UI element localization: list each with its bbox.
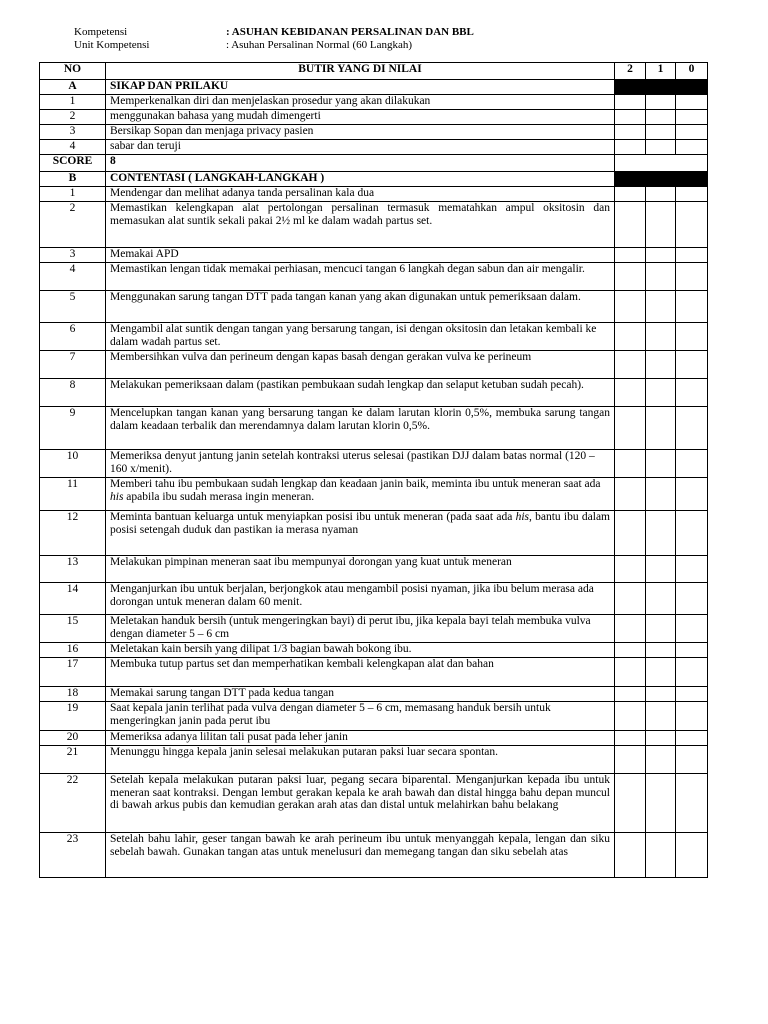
item-number: 5 (40, 291, 106, 323)
document-header (74, 26, 474, 52)
item-description-italic: his (110, 490, 124, 503)
score-checkbox-2[interactable] (615, 658, 646, 687)
score-checkbox-2[interactable] (615, 774, 646, 833)
score-checkbox-0[interactable] (676, 263, 708, 291)
score-checkbox-0[interactable] (676, 643, 708, 658)
score-checkbox-1[interactable] (646, 450, 676, 478)
score-checkbox-1[interactable] (646, 407, 676, 450)
table-row (40, 511, 708, 556)
score-checkbox-2[interactable] (615, 746, 646, 774)
score-checkbox-2[interactable] (615, 110, 646, 125)
score-checkbox-0[interactable] (676, 774, 708, 833)
table-row (40, 95, 708, 110)
score-label: SCORE (40, 155, 106, 172)
score-checkbox-2[interactable] (615, 556, 646, 583)
item-number: 19 (40, 702, 106, 731)
score-checkbox-0[interactable] (676, 323, 708, 351)
item-number: 17 (40, 658, 106, 687)
table-row (40, 833, 708, 878)
score-checkbox-2[interactable] (615, 511, 646, 556)
item-number: 10 (40, 450, 106, 478)
score-checkbox-2[interactable] (615, 379, 646, 407)
score-checkbox-0[interactable] (676, 615, 708, 643)
score-checkbox-2[interactable] (615, 407, 646, 450)
item-description: Memakai APD (106, 248, 615, 263)
table-row (40, 643, 708, 658)
score-checkbox-1[interactable] (646, 379, 676, 407)
item-number: 4 (40, 140, 106, 155)
item-description: Bersikap Sopan dan menjaga privacy pasien (106, 125, 615, 140)
section-a-shaded-cell (646, 80, 676, 95)
item-number: 11 (40, 478, 106, 511)
score-checkbox-1[interactable] (646, 140, 676, 155)
score-checkbox-2[interactable] (615, 615, 646, 643)
score-checkbox-0[interactable] (676, 202, 708, 248)
item-number: 13 (40, 556, 106, 583)
kompetensi-label: Kompetensi (74, 26, 128, 38)
table-row (40, 351, 708, 379)
table-row (40, 583, 708, 615)
assessment-table (39, 62, 708, 878)
section-a-row (40, 80, 708, 95)
score-checkbox-0[interactable] (676, 658, 708, 687)
item-description: Menganjurkan ibu untuk berjalan, berjongkok atau mengambil posisi nyaman, jika ibu belum merasa ada dorongan untuk meneran dalam 60 menit. (106, 583, 615, 615)
section-b-title: CONTENTASI ( LANGKAH-LANGKAH ) (106, 172, 615, 187)
item-number: 18 (40, 687, 106, 702)
item-description: Mengambil alat suntik dengan tangan yang bersarung tangan, isi dengan oksitosin dan letakan kembali ke dalam wadah partus set. (106, 323, 615, 351)
item-description: Menunggu hingga kepala janin selesai melakukan putaran paksi luar secara spontan. (106, 746, 615, 774)
item-number: 20 (40, 731, 106, 746)
item-description: Memastikan kelengkapan alat pertolongan persalinan termasuk mematahkan ampul oksitosin dan memasukan alat suntik sekali pakai 2½ ml ke dalam wadah partus set. (106, 202, 615, 248)
table-row (40, 248, 708, 263)
score-checkbox-0[interactable] (676, 291, 708, 323)
table-row (40, 379, 708, 407)
score-empty-cell (615, 155, 708, 172)
score-checkbox-0[interactable] (676, 125, 708, 140)
score-checkbox-0[interactable] (676, 511, 708, 556)
score-checkbox-1[interactable] (646, 125, 676, 140)
score-checkbox-2[interactable] (615, 95, 646, 110)
score-checkbox-0[interactable] (676, 379, 708, 407)
score-checkbox-1[interactable] (646, 702, 676, 731)
score-checkbox-1[interactable] (646, 556, 676, 583)
score-checkbox-2[interactable] (615, 263, 646, 291)
score-checkbox-1[interactable] (646, 248, 676, 263)
score-checkbox-2[interactable] (615, 643, 646, 658)
item-number: 22 (40, 774, 106, 833)
score-checkbox-2[interactable] (615, 291, 646, 323)
table-row (40, 731, 708, 746)
item-description: Saat kepala janin terlihat pada vulva dengan diameter 5 – 6 cm, memasang handuk bersih untuk mengeringkan janin pada perut ibu (106, 702, 615, 731)
section-b-shaded-cell (615, 172, 646, 187)
score-checkbox-0[interactable] (676, 556, 708, 583)
assessment-table-body (40, 63, 708, 878)
score-checkbox-0[interactable] (676, 833, 708, 878)
score-checkbox-0[interactable] (676, 407, 708, 450)
score-checkbox-2[interactable] (615, 687, 646, 702)
item-description-italic: his (515, 511, 529, 523)
score-checkbox-2[interactable] (615, 731, 646, 746)
table-row (40, 478, 708, 511)
item-description-part: , bantu ibu dalam posisi setengah duduk dan pastikan ia merasa nyaman (110, 511, 610, 536)
item-number: 16 (40, 643, 106, 658)
score-checkbox-0[interactable] (676, 478, 708, 511)
score-checkbox-2[interactable] (615, 140, 646, 155)
section-a-shaded-cell (615, 80, 646, 95)
score-checkbox-1[interactable] (646, 583, 676, 615)
table-row (40, 407, 708, 450)
score-checkbox-1[interactable] (646, 110, 676, 125)
table-row (40, 110, 708, 125)
item-description (106, 478, 615, 511)
section-b-shaded-cell (676, 172, 708, 187)
item-description: Mencelupkan tangan kanan yang bersarung tangan ke dalam larutan klorin 0,5%, membuka sarung tangan dalam keadaan terbalik dan merendamnya dalam larutan klorin 0,5%. (106, 407, 615, 450)
kompetensi-value: : ASUHAN KEBIDANAN PERSALINAN DAN BBL (226, 26, 474, 38)
score-checkbox-1[interactable] (646, 643, 676, 658)
score-checkbox-2[interactable] (615, 125, 646, 140)
table-row (40, 125, 708, 140)
item-description: Memastikan lengan tidak memakai perhiasan, mencuci tangan 6 langkah degan sabun dan air mengalir. (106, 263, 615, 291)
item-description: Menggunakan sarung tangan DTT pada tangan kanan yang akan digunakan untuk pemeriksaan dalam. (106, 291, 615, 323)
table-row (40, 291, 708, 323)
score-checkbox-1[interactable] (646, 187, 676, 202)
item-number: 4 (40, 263, 106, 291)
score-checkbox-1[interactable] (646, 731, 676, 746)
item-description: Setelah bahu lahir, geser tangan bawah ke arah perineum ibu untuk menyanggah kepala, lengan dan siku sebelah bawah. Gunakan tangan atas untuk menelusuri dan memegang tangan dan siku sebelah atas (106, 833, 615, 878)
item-description: Setelah kepala melakukan putaran paksi luar, pegang secara biparental. Menganjurkan kepada ibu untuk meneran saat kontraksi. Dengan lembut gerakan kepala ke arah bawah dan distal hingga bahu depan muncul di bawah arkus pubis dan kemudian gerakan arah atas dan distal untuk melahirkan bahu belakang (106, 774, 615, 833)
column-header-score-0: 0 (676, 63, 708, 80)
score-checkbox-1[interactable] (646, 615, 676, 643)
score-checkbox-1[interactable] (646, 774, 676, 833)
section-b-row (40, 172, 708, 187)
score-checkbox-1[interactable] (646, 323, 676, 351)
score-checkbox-1[interactable] (646, 511, 676, 556)
score-checkbox-0[interactable] (676, 583, 708, 615)
item-number: 1 (40, 95, 106, 110)
score-checkbox-2[interactable] (615, 187, 646, 202)
item-number: 7 (40, 351, 106, 379)
table-row (40, 746, 708, 774)
item-description: Membuka tutup partus set dan memperhatikan kembali kelengkapan alat dan bahan (106, 658, 615, 687)
score-checkbox-0[interactable] (676, 140, 708, 155)
table-row (40, 140, 708, 155)
item-number: 15 (40, 615, 106, 643)
item-description: Meletakan handuk bersih (untuk mengeringkan bayi) di perut ibu, jika kepala bayi telah membuka vulva dengan diameter 5 – 6 cm (106, 615, 615, 643)
table-row (40, 702, 708, 731)
section-a-number: A (40, 80, 106, 95)
item-number: 8 (40, 379, 106, 407)
score-checkbox-2[interactable] (615, 478, 646, 511)
score-checkbox-2[interactable] (615, 583, 646, 615)
item-number: 23 (40, 833, 106, 878)
column-header-no: NO (40, 63, 106, 80)
table-row (40, 202, 708, 248)
item-description: Memeriksa adanya lilitan tali pusat pada leher janin (106, 731, 615, 746)
item-description: menggunakan bahasa yang mudah dimengerti (106, 110, 615, 125)
item-number: 2 (40, 202, 106, 248)
table-row (40, 774, 708, 833)
item-number: 21 (40, 746, 106, 774)
table-row (40, 658, 708, 687)
item-description: Melakukan pimpinan meneran saat ibu mempunyai dorongan yang kuat untuk meneran (106, 556, 615, 583)
table-row (40, 323, 708, 351)
item-description-part: Memberi tahu ibu pembukaan sudah lengkap dan keadaan janin baik, meminta ibu untuk meneran saat ada (110, 478, 601, 490)
kompetensi-row (74, 26, 474, 39)
item-description: Membersihkan vulva dan perineum dengan kapas basah dengan gerakan vulva ke perineum (106, 351, 615, 379)
item-number: 1 (40, 187, 106, 202)
score-checkbox-1[interactable] (646, 478, 676, 511)
item-description-part: apabila ibu sudah merasa ingin meneran. (123, 490, 315, 503)
table-row (40, 556, 708, 583)
score-checkbox-1[interactable] (646, 263, 676, 291)
column-header-score-2: 2 (615, 63, 646, 80)
table-row (40, 263, 708, 291)
section-a-title: SIKAP DAN PRILAKU (106, 80, 615, 95)
item-number: 14 (40, 583, 106, 615)
score-checkbox-1[interactable] (646, 351, 676, 379)
item-description: Memperkenalkan diri dan menjelaskan prosedur yang akan dilakukan (106, 95, 615, 110)
score-checkbox-0[interactable] (676, 702, 708, 731)
table-row (40, 615, 708, 643)
score-checkbox-1[interactable] (646, 687, 676, 702)
item-description: Meletakan kain bersih yang dilipat 1/3 bagian bawah bokong ibu. (106, 643, 615, 658)
item-description: Memeriksa denyut jantung janin setelah kontraksi uterus selesai (pastikan DJJ dalam batas normal (120 – 160 x/menit). (106, 450, 615, 478)
score-checkbox-0[interactable] (676, 351, 708, 379)
score-value: 8 (106, 155, 615, 172)
score-checkbox-1[interactable] (646, 833, 676, 878)
score-checkbox-0[interactable] (676, 248, 708, 263)
score-checkbox-0[interactable] (676, 746, 708, 774)
item-description (106, 511, 615, 556)
item-description: Melakukan pemeriksaan dalam (pastikan pembukaan sudah lengkap dan selaput ketuban sudah pecah). (106, 379, 615, 407)
score-checkbox-0[interactable] (676, 450, 708, 478)
item-number: 6 (40, 323, 106, 351)
column-header-score-1: 1 (646, 63, 676, 80)
section-a-shaded-cell (676, 80, 708, 95)
column-header-butir: BUTIR YANG DI NILAI (106, 63, 615, 80)
item-description: sabar dan teruji (106, 140, 615, 155)
score-checkbox-0[interactable] (676, 187, 708, 202)
unit-kompetensi-label: Unit Kompetensi (74, 39, 150, 51)
item-number: 2 (40, 110, 106, 125)
score-checkbox-2[interactable] (615, 351, 646, 379)
unit-kompetensi-value: : Asuhan Persalinan Normal (60 Langkah) (226, 39, 413, 51)
score-checkbox-2[interactable] (615, 323, 646, 351)
score-checkbox-1[interactable] (646, 746, 676, 774)
score-checkbox-2[interactable] (615, 702, 646, 731)
item-description-part: Meminta bantuan keluarga untuk menyiapkan posisi ibu untuk meneran (pada saat ada (110, 511, 516, 523)
score-checkbox-1[interactable] (646, 202, 676, 248)
item-number: 3 (40, 125, 106, 140)
unit-kompetensi-row (74, 39, 474, 52)
table-row (40, 187, 708, 202)
table-row (40, 450, 708, 478)
score-checkbox-2[interactable] (615, 248, 646, 263)
item-description: Mendengar dan melihat adanya tanda persalinan kala dua (106, 187, 615, 202)
score-checkbox-2[interactable] (615, 450, 646, 478)
score-checkbox-0[interactable] (676, 95, 708, 110)
item-number: 9 (40, 407, 106, 450)
score-checkbox-0[interactable] (676, 687, 708, 702)
score-checkbox-0[interactable] (676, 731, 708, 746)
section-b-shaded-cell (646, 172, 676, 187)
section-b-number: B (40, 172, 106, 187)
table-row (40, 687, 708, 702)
score-checkbox-2[interactable] (615, 833, 646, 878)
item-number: 12 (40, 511, 106, 556)
score-checkbox-1[interactable] (646, 291, 676, 323)
item-number: 3 (40, 248, 106, 263)
score-checkbox-0[interactable] (676, 110, 708, 125)
score-checkbox-1[interactable] (646, 95, 676, 110)
score-checkbox-2[interactable] (615, 202, 646, 248)
table-header-row (40, 63, 708, 80)
item-description: Memakai sarung tangan DTT pada kedua tangan (106, 687, 615, 702)
score-row (40, 155, 708, 172)
score-checkbox-1[interactable] (646, 658, 676, 687)
